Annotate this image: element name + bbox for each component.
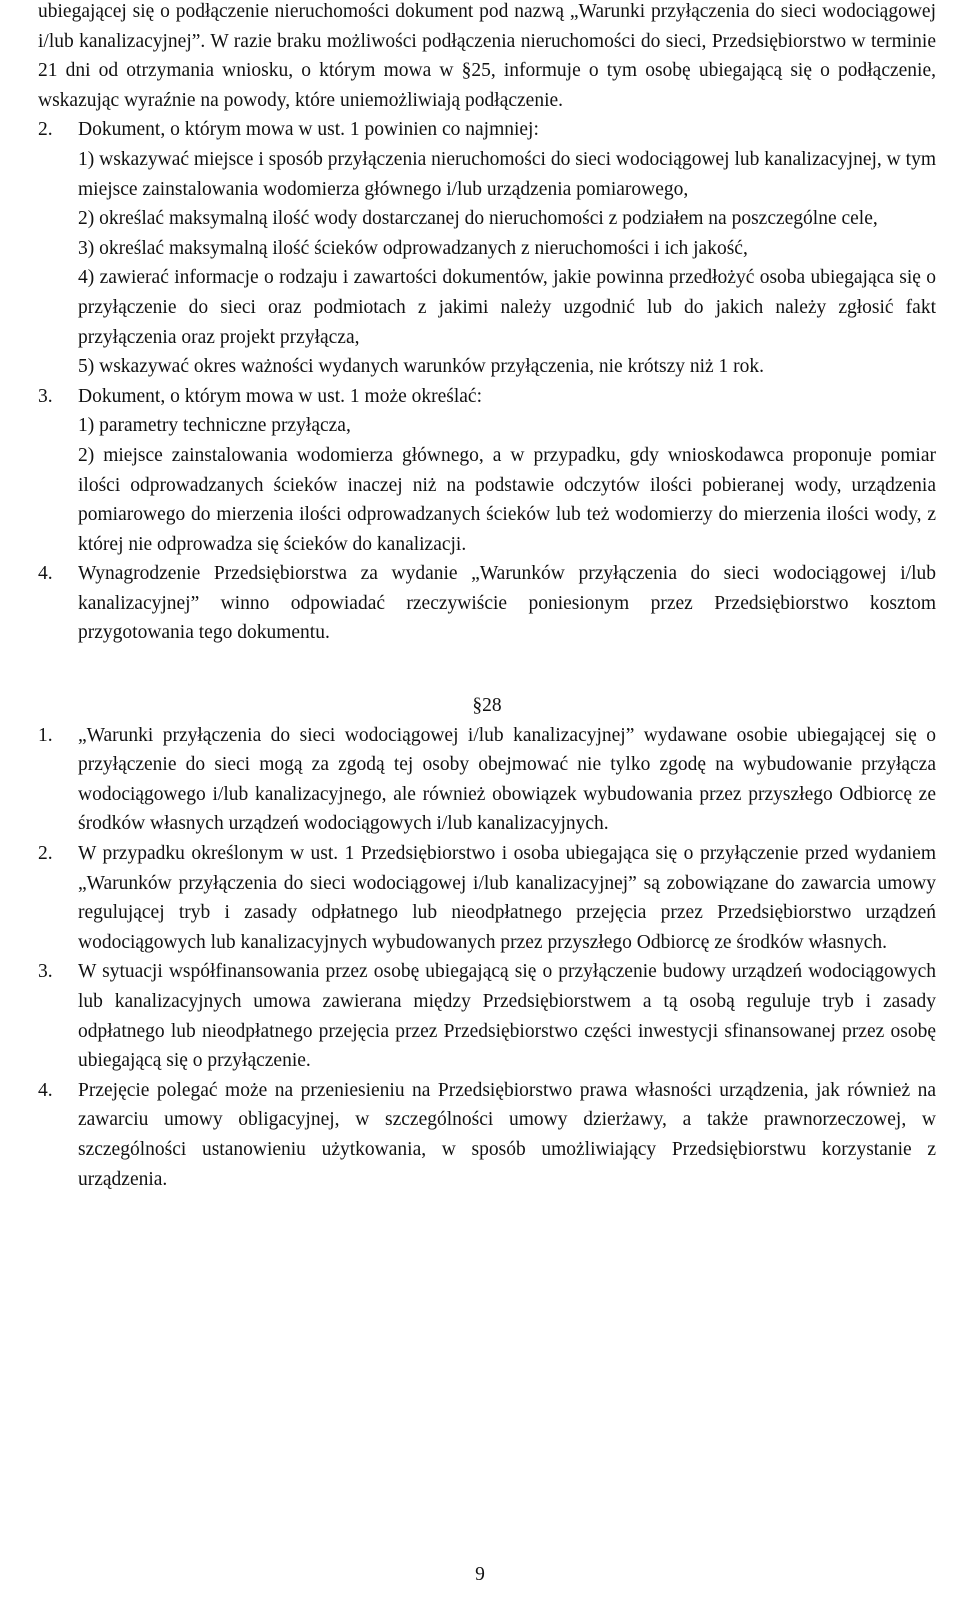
item-text: Dokument, o którym mowa w ust. 1 powinien co najmniej: <box>78 119 539 141</box>
section-item <box>38 721 936 839</box>
item-text: W sytuacji współfinansowania przez osobę ubiegającą się o przyłączenie budowy urządzeń wodociągowych lub kanalizacyjnych umowa zawierana między Przedsiębiorstwem a tą osobą reguluje tryb i zasady odpłatnego lub nieodpłatnego przejęcia przez Przedsiębiorstwo części inwestycji sfinansowanej przez osobę ubiegającą się o przyłączenie. <box>78 961 936 1072</box>
item-number: 2. <box>38 119 53 141</box>
section-item <box>38 839 936 957</box>
item-text: W przypadku określonym w ust. 1 Przedsiębiorstwo i osoba ubiegająca się o przyłączenie przed wydaniem „Warunków przyłączenia do sieci wodociągowej i/lub kanalizacyjnej” są zobowiązane do zawarcia umowy regulującej tryb i zasady odpłatnego lub nieodpłatnego przejęcia przez Przedsiębiorstwo urządzeń wodociągowych lub kanalizacyjnych wybudowanych przez przyszłego Odbiorcę ze środków własnych. <box>78 843 936 953</box>
page-number: 9 <box>475 1564 485 1585</box>
point: 3) określać maksymalną ilość ścieków odprowadzanych z nieruchomości i ich jakość, <box>78 237 748 259</box>
section-heading: §28 <box>472 695 502 717</box>
item-text: Przejęcie polegać może na przeniesieniu na Przedsiębiorstwo prawa własności urządzenia, jak również na zawarciu umowy obligacyjnej, w szczególności umowy dzierżawy, a także prawnorzeczowej, w szczególności ustanowieniu użytkowania, w sposób umożliwiający Przedsiębiorstwu korzystanie z urządzenia. <box>78 1079 936 1190</box>
item-text: Dokument, o którym mowa w ust. 1 może określać: <box>78 385 483 407</box>
item-4 <box>38 559 936 648</box>
item-3-points <box>78 411 936 559</box>
item-2-points <box>78 145 936 382</box>
item-text: „Warunki przyłączenia do sieci wodociągowej i/lub kanalizacyjnej” wydawane osobie ubiegającej się o przyłączenie do sieci mogą za zgodą tej osoby obejmować nie tylko zgodę na wybudowanie przyłącza wodociągowego i/lub kanalizacyjnego, ale również obowiązek wybudowania przez przyszłego Odbiorcę ze środków własnych urządzeń wodociągowych i/lub kanalizacyjnych. <box>78 724 936 835</box>
item-text: Wynagrodzenie Przedsiębiorstwa za wydanie „Warunków przyłączenia do sieci wodociągowej i/lub kanalizacyjnej” winno odpowiadać rzeczywiście poniesionym przez Przedsiębiorstwo kosztom przygotowania tego dokumentu. <box>78 563 936 644</box>
item-3 <box>38 382 936 412</box>
item-number: 4. <box>38 1079 53 1101</box>
item-number: 2. <box>38 843 53 865</box>
point: 1) wskazywać miejsce i sposób przyłączenia nieruchomości do sieci wodociągowej lub kanalizacyjnej, w tym miejsce zainstalowania wodomierza głównego i/lub urządzenia pomiarowego, <box>78 148 936 200</box>
document-body <box>38 0 936 1194</box>
item-number: 3. <box>38 385 53 407</box>
section-item <box>38 957 936 1075</box>
point: 2) określać maksymalną ilość wody dostarczanej do nieruchomości z podziałem na poszczególne cele, <box>78 208 878 230</box>
top-paragraph: ubiegającej się o podłączenie nieruchomości dokument pod nazwą „Warunki przyłączenia do sieci wodociągowej i/lub kanalizacyjnej”. W razie braku możliwości podłączenia nieruchomości do sieci, Przedsiębiorstwo w terminie 21 dni od otrzymania wniosku, o którym mowa w §25, informuje o tym osobę ubiegającą się o podłączenie, wskazując wyraźnie na powody, które uniemożliwiają podłączenie. <box>38 1 936 111</box>
item-2 <box>38 115 936 145</box>
point: 4) zawierać informacje o rodzaju i zawartości dokumentów, jakie powinna przedłożyć osoba ubiegająca się o przyłączenie do sieci oraz podmiotach z jakimi należy uzgodnić lub do jakich należy zgłosić fakt przyłączenia oraz projekt przyłącza, <box>78 267 936 348</box>
item-number: 3. <box>38 961 53 983</box>
point: 1) parametry techniczne przyłącza, <box>78 415 351 437</box>
item-number: 1. <box>38 724 53 746</box>
section-item <box>38 1076 936 1194</box>
item-number: 4. <box>38 563 53 585</box>
point: 5) wskazywać okres ważności wydanych warunków przyłączenia, nie krótszy niż 1 rok. <box>78 356 765 378</box>
point: 2) miejsce zainstalowania wodomierza głównego, a w przypadku, gdy wnioskodawca proponuje pomiar ilości odprowadzanych ścieków inaczej niż na podstawie odczytów ilości pobieranej wody, urządzenia pomiarowego do mierzenia ilości odprowadzanych ścieków lub też wodomierzy do mierzenia ilości wody, z której nie odprowadza się ścieków do kanalizacji. <box>78 444 936 555</box>
